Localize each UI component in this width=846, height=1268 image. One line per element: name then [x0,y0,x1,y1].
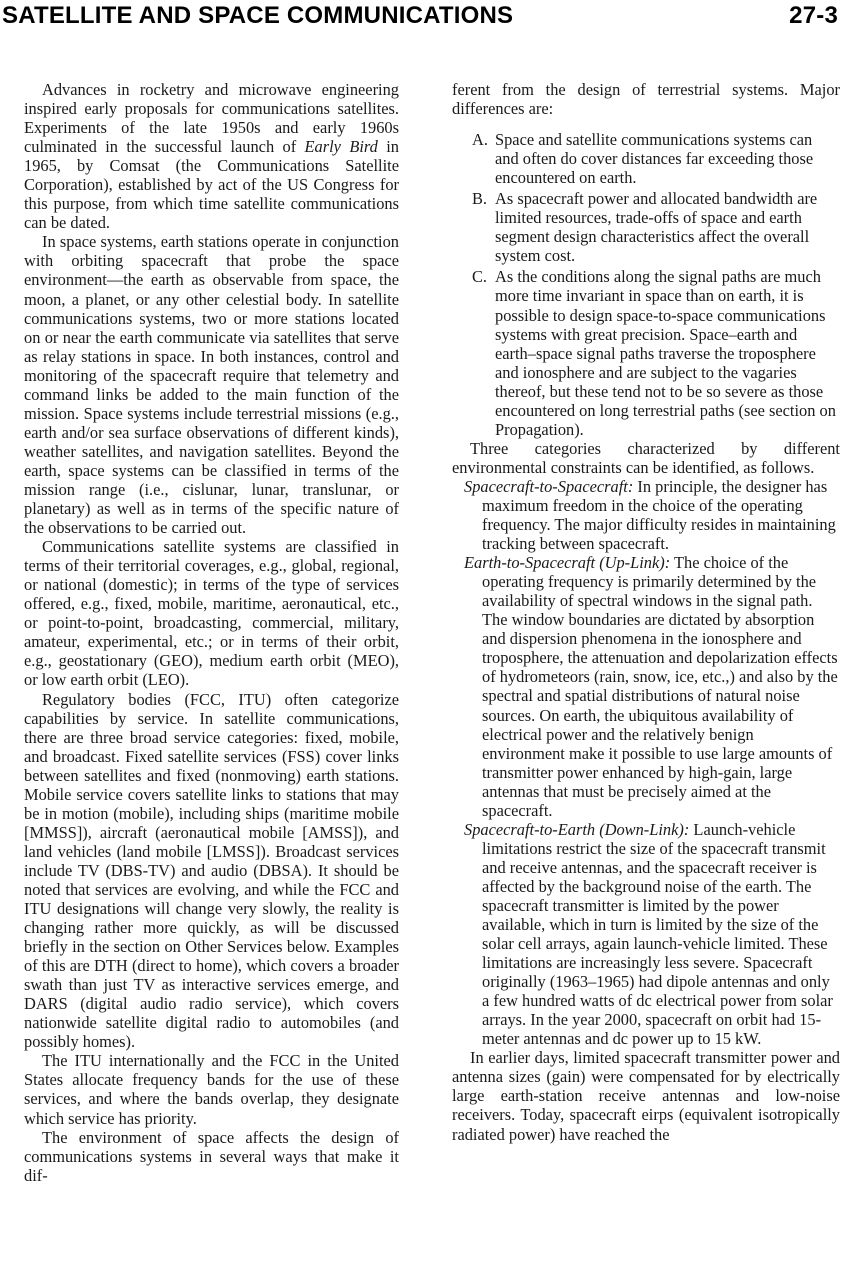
list-text: Space and satellite communications systems can and often do cover distances far exceeding those encountered on earth. [495,130,814,188]
definition-term: Spacecraft-to-Earth (Down-Link): [464,819,690,839]
page-number: 27-3 [789,2,838,29]
paragraph: The ITU internationally and the FCC in the United States allocate frequency bands for the use of these services, and where the bands overlap, they designate which service has priority. [24,1051,399,1128]
paragraph: Regulatory bodies (FCC, ITU) often categorize capabilities by service. In satellite communications, there are three broad service categories: fixed, mobile, and broadcast. Fixed satellite services (FSS) cover links between satellites and fixed (nonmoving) earth stations. Mobile service covers satellite links to stations that may be in motion (mobile), including ships (maritime mobile [MMSS]), aircraft (aeronautical mobile [AMSS]), and land vehicles (land mobile [LMSS]). Broadcast services include TV (DBS-TV) and audio (DBSA). It should be noted that services are evolving, and while the FCC and ITU designations will change very slowly, the reality is changing rather more quickly, as will be discussed briefly in the section on Other Services below. Examples of this are DTH (direct to home), which covers a broader swath than just TV as interactive services emerge, and DARS (digital audio radio service), which covers nationwide satellite digital radio to automobiles (and possibly homes). [24,689,399,1052]
emphasis: Early Bird [304,137,378,157]
list-item [472,130,840,187]
definition-item: Earth-to-Spacecraft (Up-Link): The choice of the operating frequency is primarily determined by the availability of spectral windows in the signal path. The window boundaries are dictated by absorption and dispersion phenomena in the ionosphere and troposphere, the attenuation and depolarization effects of hydrometeors (rain, snow, ice, etc.,) and also by the spectral and spatial distributions of natural noise sources. On earth, the ubiquitous availability of electrical power and the relatively benign environment make it possible to use large amounts of transmitter power enhanced by high-gain, large antennas that must be precisely aimed at the spacecraft. [464,553,838,820]
paragraph: Advances in rocketry and microwave engineering inspired early proposals for communications satellites. Experiments of the late 1950s and early 1960s culminated in the successful launch of Early Bird in 1965, by Comsat (the Communications Satellite Corporation), established by act of the US Congress for this purpose, from which time satellite communications can be dated. [24,80,399,233]
running-header [0,0,846,32]
definition-term: Spacecraft-to-Spacecraft: [464,476,634,496]
right-column [452,80,840,1144]
list-letter: B. [472,189,488,209]
definition-item: Spacecraft-to-Earth (Down-Link): Launch-vehicle limitations restrict the size of the spacecraft transmit and receive antennas, and the spacecraft receiver is affected by the background noise of the earth. The spacecraft transmitter is limited by the power available, which in turn is limited by the size of the solar cell arrays, again launch-vehicle limited. These limitations are increasingly less severe. Spacecraft originally (1963–1965) had dipole antennas and only a few hundred watts of dc electrical power from solar arrays. In the year 2000, spacecraft on orbit had 15-meter antennas and dc power up to 15 kW. [464,819,833,1049]
paragraph: In earlier days, limited spacecraft transmitter power and antenna sizes (gain) were compensated for by electrically large earth-station receive antennas and low-noise receivers. Today, spacecraft eirps (equivalent isotropically radiated power) have reached the [452,1048,840,1144]
paragraph: ferent from the design of terrestrial systems. Major differences are: [452,80,840,119]
left-column [24,80,399,1185]
list-text: As spacecraft power and allocated bandwidth are limited resources, trade-offs of space and earth segment design characteristics affect the overall system cost. [495,189,818,266]
list-text: As the conditions along the signal paths are much more time invariant in space than on earth, it is possible to design space-to-space communications systems with great precision. Space–earth and earth–space signal paths traverse the troposphere and ionosphere and are subject to the vagaries thereof, but these tend not to be so severe as those encountered on long terrestrial paths (see section on Propagation). [495,267,836,439]
list-letter: A. [472,130,488,150]
list-item [472,189,840,265]
paragraph: In space systems, earth stations operate in conjunction with orbiting spacecraft that probe the space environment—the earth as observable from space, the moon, a planet, or any other celestial body. In satellite communications systems, two or more stations located on or near the earth communicate via satellites that serve as relay stations in space. In both instances, control and monitoring of the spacecraft require that telemetry and command links be added to the main function of the mission. Space systems include terrestrial missions (e.g., earth and/or sea surface observations of different kinds), weather satellites, and navigation satellites. Beyond the earth, space systems can be classified in terms of the mission range (i.e., cislunar, lunar, translunar, or planetary) as well as in terms of the specific nature of the observations to be carried out. [24,232,399,538]
chapter-title: SATELLITE AND SPACE COMMUNICATIONS [2,2,514,29]
list-item [472,267,840,438]
definition-term: Earth-to-Spacecraft (Up-Link): [464,553,671,573]
paragraph: The environment of space affects the design of communications systems in several ways that make it dif- [24,1127,399,1185]
definition-item: Spacecraft-to-Spacecraft: In principle, the designer has maximum freedom in the choice of the operating frequency. The major difficulty resides in maintaining tracking between spacecraft. [464,476,836,554]
paragraph: Three categories characterized by different environmental constraints can be identified, as follows. [452,438,840,477]
paragraph: Communications satellite systems are classified in terms of their territorial coverages, e.g., global, regional, or national (domestic); in terms of the type of services offered, e.g., fixed, mobile, maritime, aeronautical, etc., or point-to-point, broadcasting, commercial, military, amateur, experimental, etc.; or in terms of their orbit, e.g., geostationary (GEO), medium earth orbit (MEO), or low earth orbit (LEO). [24,537,399,690]
list-letter: C. [472,267,488,287]
